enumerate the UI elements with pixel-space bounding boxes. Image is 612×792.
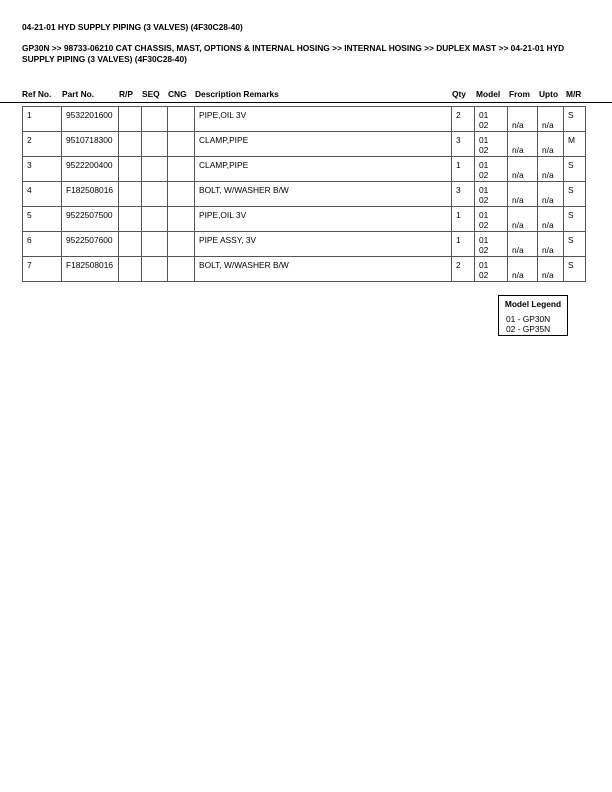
rp-cell-value [119,257,141,260]
upto-cell [538,157,564,182]
qty-cell-value: 2 [456,110,461,120]
model-cell [475,232,508,257]
seq-cell-value [142,207,167,210]
upto-cell [538,257,564,282]
seq-cell-value [142,107,167,110]
description-cell-value: CLAMP,PIPE [199,135,249,145]
ref-cell-value: 3 [27,160,32,170]
mr-cell [564,182,586,207]
qty-cell [452,257,475,282]
rp-cell-value [119,207,141,210]
mr-cell-value: M [568,135,575,145]
ref-cell-value: 5 [27,210,32,220]
mr-cell-value: S [568,110,574,120]
model-code: 02 [479,270,489,280]
model-code: 01 [479,260,489,270]
rp-cell-value [119,107,141,110]
from-cell-value: n/a [512,220,524,230]
qty-cell-value: 1 [456,235,461,245]
from-cell-value: n/a [512,145,524,155]
part-number-cell [62,157,119,182]
ref-cell [23,257,62,282]
ref-cell-value: 1 [27,110,32,120]
seq-cell [142,257,168,282]
seq-cell [142,132,168,157]
upto-cell [538,132,564,157]
description-cell [195,207,452,232]
cng-cell-value [168,132,194,135]
model-code: 01 [479,110,489,120]
description-cell-value: PIPE ASSY, 3V [199,235,257,245]
table-row [23,257,586,282]
mr-cell-value: S [568,235,574,245]
description-cell-value: CLAMP,PIPE [199,160,249,170]
qty-cell [452,157,475,182]
from-cell [508,132,538,157]
rp-cell [119,257,142,282]
cng-cell [168,257,195,282]
seq-cell [142,157,168,182]
col-header-from: From [509,89,530,99]
col-header-seq: SEQ [142,89,160,99]
qty-cell [452,107,475,132]
description-cell [195,132,452,157]
cng-cell [168,132,195,157]
mr-cell [564,232,586,257]
mr-cell-value: S [568,210,574,220]
upto-cell [538,107,564,132]
seq-cell-value [142,132,167,135]
upto-cell-value: n/a [542,170,554,180]
table-row [23,107,586,132]
table-row [23,157,586,182]
ref-cell [23,107,62,132]
upto-cell-value: n/a [542,220,554,230]
qty-cell [452,182,475,207]
description-cell-value: PIPE,OIL 3V [199,210,247,220]
cng-cell [168,182,195,207]
model-code: 01 [479,185,489,195]
col-header-desc: Description Remarks [195,89,279,99]
description-cell-value: PIPE,OIL 3V [199,110,247,120]
model-cell [475,207,508,232]
from-cell [508,257,538,282]
seq-cell [142,207,168,232]
seq-cell [142,182,168,207]
cng-cell-value [168,157,194,160]
part-number-cell [62,232,119,257]
mr-cell [564,132,586,157]
model-code: 02 [479,195,489,205]
ref-cell-value: 7 [27,260,32,270]
col-header-qty: Qty [452,89,466,99]
col-header-upto: Upto [539,89,559,99]
from-cell [508,157,538,182]
mr-cell [564,257,586,282]
rp-cell [119,232,142,257]
breadcrumb: GP30N >> 98733-06210 CAT CHASSIS, MAST, OPTIONS & INTERNAL HOSING >> INTERNAL HOSING >> DUPLEX MAST >> 04-21-01 HYD SUPPLY PIPING (3 VALVES) (4F30C28-40) [22,43,565,64]
rp-cell-value [119,157,141,160]
qty-cell [452,207,475,232]
model-code: 01 [479,135,489,145]
from-cell [508,207,538,232]
model-code: 02 [479,245,489,255]
col-header-cng: CNG [168,89,187,99]
from-cell [508,182,538,207]
cng-cell [168,232,195,257]
seq-cell-value [142,157,167,160]
ref-cell [23,132,62,157]
part-number-cell-value: 9522507500 [66,210,113,220]
upto-cell-value: n/a [542,195,554,205]
from-cell-value: n/a [512,270,524,280]
cng-cell-value [168,107,194,110]
from-cell-value: n/a [512,195,524,205]
model-legend-item: 01 - GP30N [506,314,551,324]
rp-cell-value [119,232,141,235]
upto-cell-value: n/a [542,270,554,280]
cng-cell [168,157,195,182]
model-cell [475,182,508,207]
qty-cell [452,232,475,257]
rp-cell-value [119,132,141,135]
model-cell [475,107,508,132]
col-header-mr: M/R [566,89,582,99]
table-row [23,207,586,232]
rp-cell [119,207,142,232]
col-header-part: Part No. [62,89,95,99]
col-header-model: Model [476,89,501,99]
model-code: 01 [479,235,489,245]
part-number-cell-value: F182508016 [66,185,114,195]
header-divider [0,102,612,103]
upto-cell [538,232,564,257]
rp-cell [119,157,142,182]
model-code: 02 [479,120,489,130]
cng-cell-value [168,232,194,235]
part-number-cell-value: 9532201600 [66,110,113,120]
model-code: 02 [479,220,489,230]
qty-cell-value: 3 [456,135,461,145]
upto-cell-value: n/a [542,145,554,155]
ref-cell-value: 4 [27,185,32,195]
ref-cell [23,207,62,232]
cng-cell-value [168,257,194,260]
part-number-cell [62,107,119,132]
qty-cell-value: 1 [456,160,461,170]
seq-cell-value [142,257,167,260]
upto-cell [538,182,564,207]
mr-cell-value: S [568,160,574,170]
parts-table [22,106,586,282]
ref-cell-value: 2 [27,135,32,145]
seq-cell [142,107,168,132]
col-header-rp: R/P [119,89,133,99]
mr-cell [564,107,586,132]
mr-cell [564,207,586,232]
rp-cell [119,182,142,207]
model-cell [475,132,508,157]
part-number-cell [62,207,119,232]
from-cell [508,107,538,132]
parts-table-body [23,107,586,282]
model-code: 01 [479,210,489,220]
table-row [23,132,586,157]
part-number-cell [62,257,119,282]
seq-cell [142,232,168,257]
description-cell [195,107,452,132]
description-cell-value: BOLT, W/WASHER B/W [199,185,289,195]
upto-cell-value: n/a [542,245,554,255]
qty-cell-value: 2 [456,260,461,270]
part-number-cell-value: F182508016 [66,260,114,270]
model-code: 02 [479,170,489,180]
rp-cell-value [119,182,141,185]
description-cell [195,182,452,207]
cng-cell [168,207,195,232]
from-cell-value: n/a [512,170,524,180]
description-cell [195,232,452,257]
part-number-cell-value: 9510718300 [66,135,113,145]
cng-cell-value [168,207,194,210]
description-cell [195,157,452,182]
model-code: 01 [479,160,489,170]
part-number-cell [62,132,119,157]
description-cell-value: BOLT, W/WASHER B/W [199,260,289,270]
part-number-cell [62,182,119,207]
table-row [23,232,586,257]
qty-cell-value: 1 [456,210,461,220]
mr-cell-value: S [568,185,574,195]
mr-cell [564,157,586,182]
cng-cell [168,107,195,132]
ref-cell [23,182,62,207]
mr-cell-value: S [568,260,574,270]
part-number-cell-value: 9522200400 [66,160,113,170]
col-header-ref: Ref No. [22,89,52,99]
qty-cell [452,132,475,157]
model-legend-item: 02 - GP35N [506,324,551,334]
from-cell-value: n/a [512,120,524,130]
from-cell [508,232,538,257]
table-row [23,182,586,207]
model-legend-title: Model Legend [504,299,562,309]
model-cell [475,257,508,282]
model-cell [475,157,508,182]
rp-cell [119,132,142,157]
ref-cell [23,232,62,257]
upto-cell-value: n/a [542,120,554,130]
ref-cell-value: 6 [27,235,32,245]
model-legend [498,295,568,336]
model-code: 02 [479,145,489,155]
part-number-cell-value: 9522507600 [66,235,113,245]
rp-cell [119,107,142,132]
seq-cell-value [142,232,167,235]
seq-cell-value [142,182,167,185]
cng-cell-value [168,182,194,185]
ref-cell [23,157,62,182]
description-cell [195,257,452,282]
page-title: 04-21-01 HYD SUPPLY PIPING (3 VALVES) (4F30C28-40) [22,22,243,32]
qty-cell-value: 3 [456,185,461,195]
from-cell-value: n/a [512,245,524,255]
upto-cell [538,207,564,232]
